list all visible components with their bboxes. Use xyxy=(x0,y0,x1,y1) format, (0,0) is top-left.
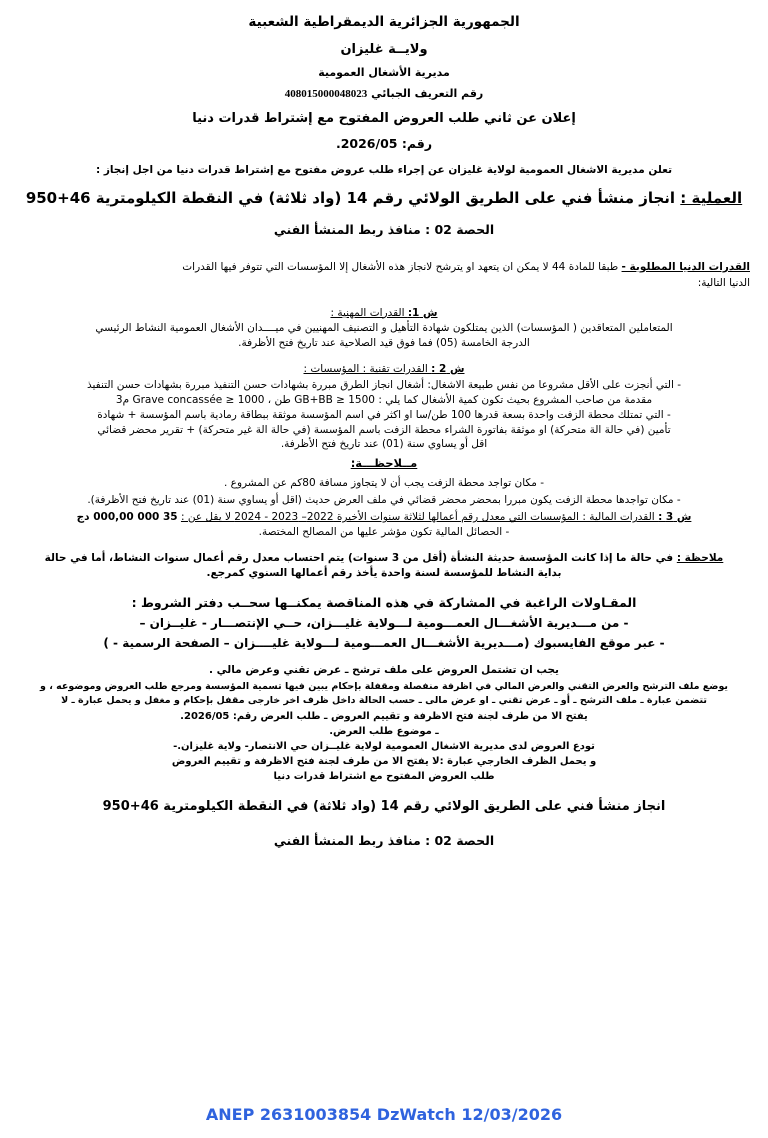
intro-paragraph: تعلن مديرية الاشغال العمومية لولاية غليزان عن إجراء طلب عروض مفتوح مع إشتراط قدرات دنيا من اجل إنجاز : xyxy=(95,163,673,176)
notice-item-2: - مكان تواجدها محطة الزفت يكون مبررا بمحضر محضر قضائي في ملف العرض حديث (اقل أو يساوي سنة (01) عند تاريخ فتح الأظرفة). xyxy=(87,494,681,507)
capacities-heading xyxy=(18,261,750,275)
offers-block xyxy=(18,664,750,784)
withdraw-block xyxy=(18,595,750,652)
new-company-note-line-1 xyxy=(18,552,750,566)
professional-line-1: المتعاملين المتعاقدين ( المؤسسات) الذين يمتلكون شهادة التأهيل و التصنيف المهنيين في ميــــدان الأشغال العمومية النشاط الرئيسي xyxy=(95,322,673,335)
new-company-note-text-2: بداية النشاط للمؤسسة لسنة واحدة يأخذ رقم أعمالها السنوي كمرجع. xyxy=(206,566,562,579)
capacity-section-financial xyxy=(18,511,750,540)
nif-value: 408015000048023 xyxy=(284,88,368,101)
notice-item-1: - مكان تواجد محطة الزفت يجب أن لا يتجاوز مسافة 80كم عن المشروع . xyxy=(224,477,544,490)
directorate-title: مديرية الأشغال العمومية xyxy=(318,65,450,79)
operation-lot-description: : منافذ ربط المنشأ الفني xyxy=(273,222,431,238)
technical-line-1: - التي أنجزت على الأقل مشروعا من نفس طبيعة الاشغال: أشغال انجاز الطرق مبررة بشهادات حسن التنفيذ مبررة بشهادات حسن التنفيذ xyxy=(86,378,681,391)
closing-lot-description: : منافذ ربط المنشأ الفني xyxy=(273,832,431,848)
offers-outer-envelope-2: طلب العروض المفتوح مع اشتراط قدرات دنيا xyxy=(273,771,495,783)
closing-lot-label: الحصة 02 xyxy=(434,832,495,848)
technical-title xyxy=(18,363,750,377)
new-company-note-text-1: في حالة ما إذا كانت المؤسسة حديثة النشأة (أقل من 3 سنوات) يتم احتساب معدل رقم أعمال سنوات النشاط، أما في حالة xyxy=(44,551,677,564)
nif-line xyxy=(18,87,750,102)
closing-operation: انجاز منشأ فني على الطريق الولائي رقم 14 (واد ثلاثة) في النقطة الكيلومترية 46+950 xyxy=(102,798,666,814)
financial-sub-item: - الحصائل المالية تكون مؤشر عليها من المصالح المختصة. xyxy=(258,526,510,539)
capacities-heading-line2: الدنيا التالية: xyxy=(697,276,750,289)
offers-body-4: ـ موضوع طلب العرض. xyxy=(329,725,439,737)
technical-line-4: تأمين (في حالة الة متحركة) او موثقة بفاتورة الشراء محطة الزفت باسم المؤسسة (في حالة الة غير متحركة) + تقرير محضر قضائي xyxy=(97,423,671,436)
technical-line-5: اقل أو يساوي سنة (01) عند تاريخ فتح الأظرفة. xyxy=(280,438,488,451)
financial-title xyxy=(18,511,750,525)
document-header xyxy=(18,14,750,153)
offers-body-1: يوضع ملف الترشح والعرض التقني والعرض المالي في اظرفة منفصلة ومقفلة بإحكام يبين فيها تسمية المؤسسة ومرجع طلب العروض وموضوعه ، و xyxy=(39,680,729,692)
offers-outer-envelope-1: و يحمل الظرف الخارجي عبارة :لا يفتح الا من طرف لجنة فتح الاظرفة و تقييم العروض xyxy=(171,756,597,768)
professional-line-2: الدرجة الخامسة (05) فما فوق قيد الصلاحية عند تاريخ فتح الأظرفة. xyxy=(238,337,530,350)
new-company-note-line-2 xyxy=(18,567,750,581)
announcement-reference: رقم: 2026/05. xyxy=(335,136,433,152)
capacity-section-professional xyxy=(18,307,750,352)
operation-lot-line xyxy=(18,222,750,239)
technical-title-rest: القدرات تقنية : المؤسسات : xyxy=(303,363,432,376)
closing-block xyxy=(18,798,750,850)
technical-title-bold: ش 2 : xyxy=(431,363,465,376)
capacities-heading-rest: طبقا للمادة 44 لا يمكن ان يتعهد او يترشح لانجاز هذه الأشغال إلا المؤسسات التي تتوفر فيها القدرات xyxy=(182,260,622,273)
capacities-block xyxy=(18,261,750,581)
offers-body-3: يفتح الا من طرف لجنة فتح الاظرفة و تقييم العروض ـ طلب العرض رقم: 2026/05. xyxy=(180,710,588,722)
withdraw-heading: المقـاولات الراغبة في المشاركة في هذه المناقصة يمكنــها سحــب دفتر الشروط : xyxy=(131,594,637,610)
professional-title-rest: القدرات المهنية : xyxy=(330,306,408,319)
operation-label: العملية : xyxy=(680,188,743,207)
financial-title-bold: ش 3 : xyxy=(658,511,692,524)
offers-lead: يجب ان تشتمل العروض على ملف ترشح ـ عرض تقني وعرض مالي . xyxy=(209,663,559,676)
new-company-note-label: ملاحظة : xyxy=(676,551,724,564)
technical-line-2: مقدمة من صاحب المشروع بحيث تكون كمية الأشغال كما يلي : GB+BB ≥ 1500 طن ، Grave concassée ≥ 1000 م3 xyxy=(115,393,653,406)
professional-title xyxy=(18,307,750,321)
operation-line xyxy=(18,189,750,209)
nif-label: رقم التعريف الجبائي xyxy=(371,87,484,101)
closing-lot-line xyxy=(18,833,750,850)
financial-title-rest: القدرات المالية : المؤسسات التي معدل رقم أعمالها لثلاثة سنوات الأخيرة 2022– 2023 - 2024 لا يقل عن : xyxy=(180,511,659,524)
operation-block xyxy=(18,189,750,239)
republic-title: الجمهورية الجزائرية الديمقراطية الشعبية xyxy=(248,14,520,30)
wilaya-title: ولايــة غليزان xyxy=(340,41,428,57)
offers-body-2: تتضمن عبارة ـ ملف الترشح ـ أو ـ عرض تقني ـ او عرض مالى ـ حسب الحالة داخل ظرف اخر خارجى مقفل بإحكام و مغفل و يحمل عبارة ـ لا xyxy=(61,695,707,707)
capacities-heading-bold: القدرات الدنيا المطلوبة - xyxy=(621,260,750,273)
operation-lot-label: الحصة 02 xyxy=(434,222,495,238)
withdraw-item-facebook[interactable]: - عبر موقع الفايسبوك (مـــديرية الأشغـــال العمـــومية لـــولاية غليــــزان – الصفحة الرسمية - ) xyxy=(103,635,665,650)
notice-heading-text: مــلاحظـــة: xyxy=(350,456,418,471)
notice-heading xyxy=(18,456,750,471)
technical-line-3: - التي تمتلك محطة الزفت واحدة بسعة قدرها 100 طن/سا او اكثر في اسم المؤسسة موثقة ببطاقة رمادية باسم المؤسسة + شهادة xyxy=(97,408,671,421)
announcement-title: إعلان عن ثاني طلب العروض المفتوح مع إشتراط قدرات دنيا xyxy=(192,111,576,126)
operation-description: انجاز منشأ فني على الطريق الولائي رقم 14 (واد ثلاثة) في النقطة الكيلومترية 46+950 xyxy=(25,188,676,207)
capacity-section-technical xyxy=(18,363,750,452)
financial-amount: 35 000 000,00 دج xyxy=(76,511,178,524)
anep-footer: ANEP 2631003854 DzWatch 12/03/2026 xyxy=(205,1105,563,1124)
professional-title-bold: ش 1: xyxy=(407,306,438,319)
offers-deposit: تودع العروض لدى مديرية الاشغال العمومية لولاية غليــزان حي الانتصار- ولاية غليزان.- xyxy=(173,741,595,753)
withdraw-item-office: - من مـــديرية الأشغـــال العمـــومية لـــولاية غليـــزان، حــي الإنتصـــار - غليــزان – xyxy=(139,616,629,631)
